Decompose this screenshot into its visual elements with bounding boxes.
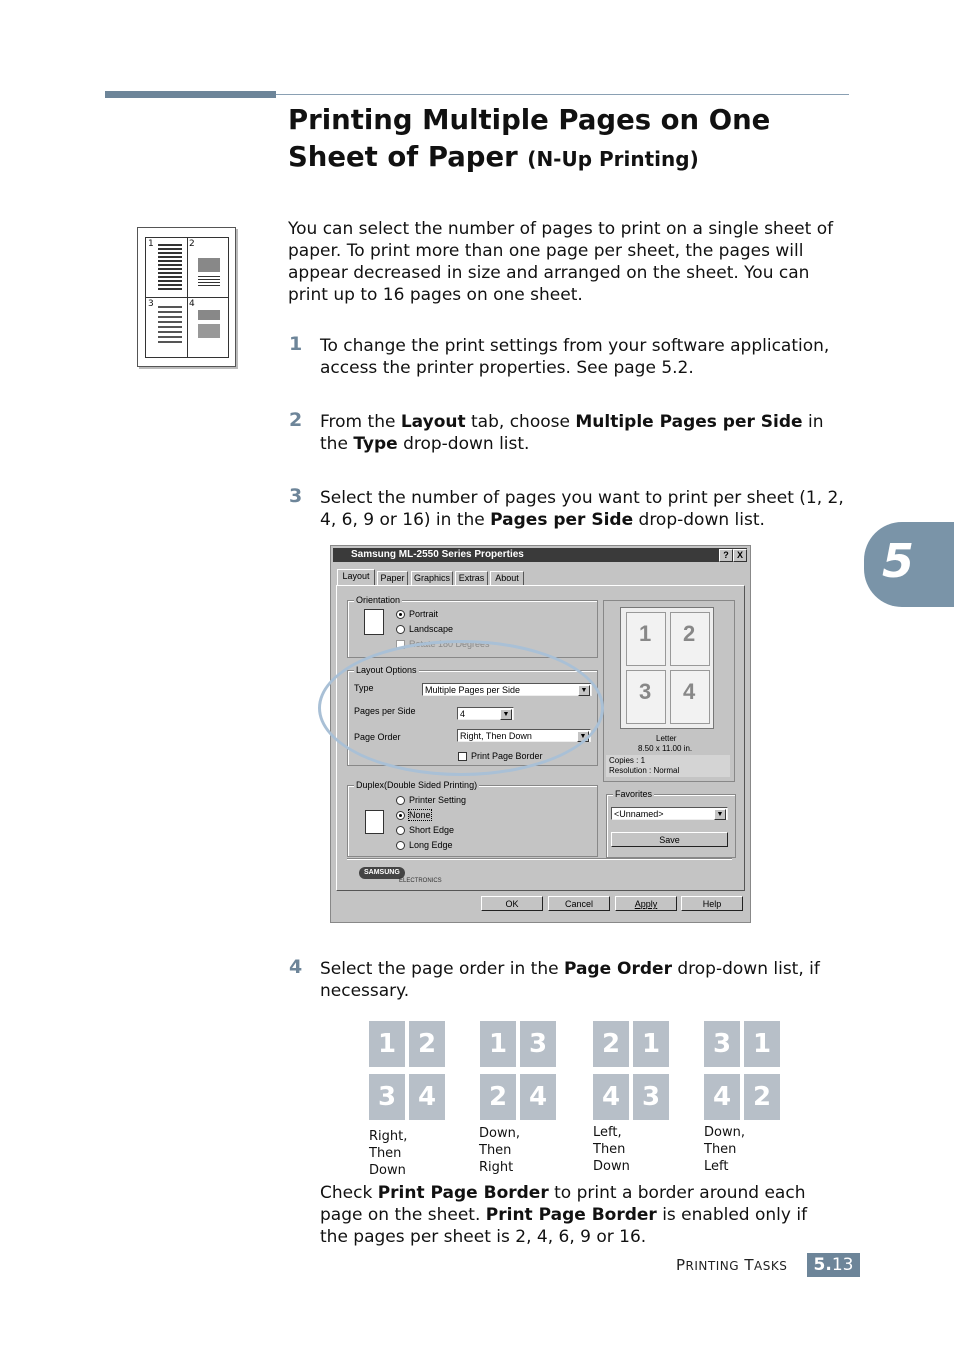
layout-options-label: Layout Options [356, 665, 417, 675]
print-page-border-label: Print Page Border [471, 751, 543, 761]
footer-section-name: PRINTING TASKS [676, 1256, 788, 1274]
dialog-titlebar [333, 548, 747, 562]
paper-size: 8.50 x 11.00 in. [638, 744, 693, 753]
step-number: 3 [289, 485, 303, 507]
short-edge-label: Short Edge [409, 825, 455, 835]
check-note: Check Print Page Border to print a border around each page on the sheet. Print Page Border is enabled only if the pages per sheet is 2, 4, 6, 9 or 16. [320, 1183, 808, 1247]
intro-paragraph: You can select the number of pages to print on a single sheet of paper. To print more than one page per sheet, the pages will appear decreased in size and arranged on the sheet. You can print up to 16 pages on one sheet. [288, 219, 834, 305]
n-up-thumbnail [137, 227, 236, 367]
rotate-label: Rotate 180 Degrees [409, 639, 490, 649]
chevron-down-icon[interactable]: ▼ [577, 731, 589, 742]
apply-button[interactable]: Apply [615, 896, 677, 911]
thumb-number: 2 [189, 239, 195, 249]
type-label: Type [354, 683, 374, 693]
thumb-number: 4 [189, 299, 195, 309]
step-number: 2 [289, 409, 303, 431]
preview-frame [603, 600, 735, 782]
preview-sheet [620, 607, 714, 729]
footer-page-number: 5.13 [807, 1253, 860, 1277]
preview-page: 4 [670, 670, 710, 724]
pages-per-side-label: Pages per Side [354, 706, 416, 716]
landscape-label: Landscape [409, 624, 454, 634]
step-text: To change the print settings from your software application, access the printer properties. See page 5.2. [320, 336, 830, 378]
long-edge-label: Long Edge [409, 840, 453, 850]
resolution-text: Resolution : Normal [609, 766, 680, 775]
duplex-label: Duplex(Double Sided Printing) [356, 780, 478, 790]
highlight-oval [318, 640, 604, 776]
header-bar [105, 91, 276, 98]
thumb-number: 3 [148, 299, 154, 309]
step-text: Select the number of pages you want to print per sheet (1, 2, 4, 6, 9 or 16) in the Pages per Side drop-down list. [320, 488, 844, 530]
cancel-button[interactable]: Cancel [548, 896, 610, 911]
title-sub: (N-Up Printing) [527, 147, 699, 171]
printer-setting-label: Printer Setting [409, 795, 467, 805]
tab-layout[interactable]: Layout [337, 569, 375, 585]
chevron-down-icon[interactable]: ▼ [578, 685, 590, 696]
favorites-dropdown[interactable]: <Unnamed> ▼ [611, 807, 728, 820]
portrait-radio[interactable] [396, 610, 405, 619]
portrait-page-icon [364, 609, 384, 635]
preview-page: 2 [670, 612, 710, 666]
thumb-number: 1 [148, 239, 154, 249]
step-number: 4 [289, 956, 303, 978]
preview-page: 1 [626, 612, 666, 666]
dialog-title: Samsung ML-2550 Series Properties [351, 549, 524, 560]
help-button[interactable]: Help [681, 896, 743, 911]
chevron-down-icon[interactable]: ▼ [500, 709, 512, 720]
duplex-page-icon [365, 810, 384, 834]
close-icon[interactable]: X [733, 549, 747, 562]
title-main: Printing Multiple Pages on One Sheet of Paper [288, 104, 771, 173]
chapter-tab-number: 5 [882, 534, 915, 588]
page-order-dropdown[interactable]: Right, Then Down ▼ [457, 729, 591, 742]
printer-setting-radio[interactable] [396, 796, 405, 805]
paper-name: Letter [656, 734, 677, 743]
favorites-group [606, 789, 736, 858]
chapter-tab [864, 522, 954, 607]
header-rule [276, 94, 849, 95]
none-label: None [409, 810, 431, 820]
duplex-group [347, 780, 598, 857]
none-radio[interactable] [396, 811, 405, 820]
tab-about[interactable]: About [490, 571, 524, 585]
samsung-logo: SAMSUNG ELECTRONICS [359, 866, 405, 879]
ok-button[interactable]: OK [481, 896, 543, 911]
portrait-label: Portrait [409, 609, 439, 619]
tab-extras[interactable]: Extras [455, 571, 488, 585]
short-edge-radio[interactable] [396, 826, 405, 835]
tab-graphics[interactable]: Graphics [411, 571, 453, 585]
help-icon[interactable]: ? [719, 549, 733, 562]
type-dropdown[interactable]: Multiple Pages per Side ▼ [422, 683, 592, 696]
page-order-label: Page Order [354, 732, 401, 742]
preview-info [606, 755, 730, 777]
copies-text: Copies : 1 [609, 756, 646, 765]
pages-per-side-dropdown[interactable]: 4 ▼ [457, 707, 514, 720]
save-button[interactable]: Save [611, 832, 728, 847]
long-edge-radio[interactable] [396, 841, 405, 850]
tab-paper[interactable]: Paper [377, 571, 408, 585]
favorites-label: Favorites [615, 789, 653, 799]
landscape-radio[interactable] [396, 625, 405, 634]
step-text: Select the page order in the Page Order drop-down list, if necessary. [320, 959, 820, 1001]
page-title [288, 102, 848, 178]
orientation-label: Orientation [356, 595, 401, 605]
step-text: From the Layout tab, choose Multiple Pages per Side in the Type drop-down list. [320, 412, 824, 454]
preview-page: 3 [626, 670, 666, 724]
step-number: 1 [289, 333, 303, 355]
chevron-down-icon[interactable]: ▼ [714, 809, 726, 820]
